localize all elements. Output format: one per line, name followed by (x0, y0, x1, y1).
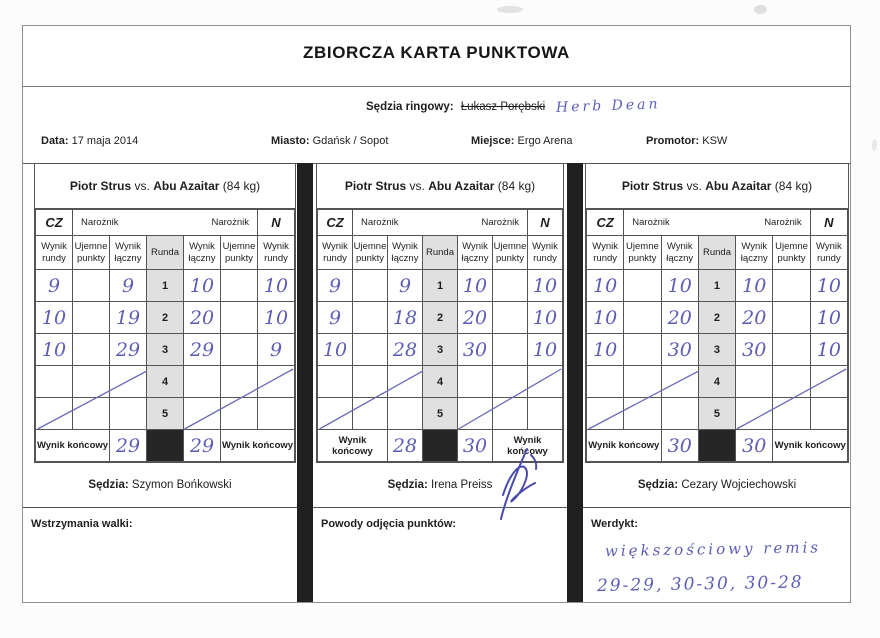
round-number-cell: 1 (698, 270, 735, 302)
final-score-left: 30 (661, 430, 698, 462)
col-header-negative-points: Ujemne punkty (221, 236, 258, 270)
col-header-total-score: Wynik łączny (736, 236, 773, 270)
scan-noise (754, 5, 767, 14)
col-header-total-score: Wynik łączny (661, 236, 698, 270)
col-header-negative-points: Ujemne punkty (624, 236, 661, 270)
fighter-right-name: Abu Azaitar (705, 179, 772, 193)
score-cell (810, 366, 847, 398)
score-cell (353, 366, 388, 398)
weight-class: (84 kg) (222, 179, 261, 193)
black-separator-bar (567, 163, 583, 602)
round-3-row (318, 334, 563, 366)
score-cell: 10 (587, 334, 624, 366)
round-5-row (36, 398, 295, 430)
corner-label-left: Narożnik (632, 217, 670, 228)
score-cell: 9 (318, 270, 353, 302)
scorecard-table (34, 163, 296, 463)
round-1-row (318, 270, 563, 302)
score-cell: 10 (528, 270, 563, 302)
black-cell (147, 430, 184, 462)
round-3-row (36, 334, 295, 366)
fighter-left-name: Piotr Strus (69, 179, 132, 193)
score-cell (773, 302, 810, 334)
score-cell: 10 (736, 270, 773, 302)
score-cell (221, 270, 258, 302)
round-1-row (587, 270, 848, 302)
score-cell (810, 398, 847, 430)
score-cell (73, 302, 110, 334)
score-cell (528, 366, 563, 398)
col-header-round: Runda (147, 236, 184, 270)
judge-scorecard (583, 163, 851, 507)
score-cell: 9 (36, 270, 73, 302)
vs-label: vs. (134, 179, 150, 193)
weight-class: (84 kg) (774, 179, 813, 193)
stoppages-box (23, 507, 297, 602)
score-cell (353, 302, 388, 334)
score-cell (661, 398, 698, 430)
round-number-cell: 4 (147, 366, 184, 398)
score-cell (736, 366, 773, 398)
final-score-label: Wynik końcowy (587, 430, 662, 462)
score-cell (318, 398, 353, 430)
judge-name: Irena Preiss (431, 479, 493, 491)
final-score-left: 29 (110, 430, 147, 462)
scorecard-sheet (22, 25, 851, 603)
vs-label: vs. (686, 179, 702, 193)
round-2-row (36, 302, 295, 334)
score-cell: 10 (587, 302, 624, 334)
round-2-row (318, 302, 563, 334)
score-cell (73, 398, 110, 430)
round-number-cell: 4 (698, 366, 735, 398)
corner-labels-cell (353, 210, 528, 236)
score-cell (184, 398, 221, 430)
score-cell (353, 398, 388, 430)
judge-name-row (313, 463, 567, 507)
round-5-row (587, 398, 848, 430)
page-title: ZBIORCZA KARTA PUNKTOWA (303, 43, 570, 62)
score-cell: 10 (258, 302, 295, 334)
round-number-cell: 5 (698, 398, 735, 430)
scan-noise (497, 6, 523, 13)
score-cell (221, 302, 258, 334)
round-5-row (318, 398, 563, 430)
score-cell (73, 334, 110, 366)
score-cell (624, 302, 661, 334)
fighter-left-name: Piotr Strus (344, 179, 407, 193)
round-number-cell: 1 (147, 270, 184, 302)
final-score-label: Wynik końcowy (221, 430, 295, 462)
black-cell (423, 430, 458, 462)
score-cell (353, 334, 388, 366)
score-cell (458, 366, 493, 398)
score-cell: 29 (184, 334, 221, 366)
score-cell: 10 (661, 270, 698, 302)
score-cell: 9 (318, 302, 353, 334)
round-number-cell: 5 (147, 398, 184, 430)
score-cell (528, 398, 563, 430)
score-cell: 10 (36, 302, 73, 334)
col-header-round-score: Wynik rundy (36, 236, 73, 270)
round-4-row (36, 366, 295, 398)
score-cell (493, 270, 528, 302)
judge-scorecard (23, 163, 297, 507)
fight-title (35, 164, 295, 209)
corner-labels-cell (73, 210, 258, 236)
round-number-cell: 2 (147, 302, 184, 334)
corner-label-right: Narożnik (211, 217, 249, 228)
ring-judge-line (366, 98, 661, 114)
round-number-cell: 3 (147, 334, 184, 366)
score-cell (624, 366, 661, 398)
col-header-total-score: Wynik łączny (458, 236, 493, 270)
verdict-box (583, 507, 850, 602)
event-date: Data: 17 maja 2014 (41, 135, 139, 147)
final-score-label: Wynik końcowy (773, 430, 848, 462)
score-cell (587, 366, 624, 398)
score-cell (221, 366, 258, 398)
score-cell (493, 366, 528, 398)
score-cell: 10 (528, 334, 563, 366)
score-cell (587, 398, 624, 430)
final-score-right: 29 (184, 430, 221, 462)
score-cell (258, 398, 295, 430)
score-cell (36, 398, 73, 430)
verdict-handwritten-scores: 29-29, 30-30, 30-28 (596, 572, 804, 597)
round-number-cell: 1 (423, 270, 458, 302)
score-cell (318, 366, 353, 398)
final-score-label: Wynik końcowy (318, 430, 388, 462)
score-cell (458, 398, 493, 430)
final-score-label: Wynik końcowy (493, 430, 563, 462)
col-header-total-score: Wynik łączny (184, 236, 221, 270)
score-cell: 9 (258, 334, 295, 366)
judge-name: Cezary Wojciechowski (681, 479, 797, 491)
divider (23, 86, 850, 87)
judge-name: Szymon Bońkowski (131, 479, 232, 491)
score-cell (258, 366, 295, 398)
score-cell (661, 366, 698, 398)
judge-name-row (23, 463, 297, 507)
fighter-right-name: Abu Azaitar (153, 179, 220, 193)
score-cell (773, 366, 810, 398)
score-cell (624, 270, 661, 302)
score-cell: 10 (810, 334, 847, 366)
verdict-handwritten-text: większościowy remis (604, 538, 822, 561)
score-cell: 10 (458, 270, 493, 302)
black-separator-bar (297, 163, 313, 602)
score-cell (221, 334, 258, 366)
event-venue: Miejsce: Ergo Arena (471, 135, 573, 147)
col-header-round-score: Wynik rundy (810, 236, 847, 270)
final-score-row (587, 430, 848, 462)
round-4-row (587, 366, 848, 398)
score-cell: 20 (184, 302, 221, 334)
score-cell: 30 (661, 334, 698, 366)
score-cell: 10 (184, 270, 221, 302)
score-cell: 9 (110, 270, 147, 302)
score-cell (353, 270, 388, 302)
score-cell: 10 (810, 302, 847, 334)
corner-label-right: Narożnik (481, 217, 519, 228)
score-cell (73, 270, 110, 302)
corner-label-left: Narożnik (81, 217, 119, 228)
score-cell (73, 366, 110, 398)
score-cell: 19 (110, 302, 147, 334)
col-header-round-score: Wynik rundy (587, 236, 624, 270)
final-score-row (36, 430, 295, 462)
judge-scorecard (313, 163, 567, 507)
score-cell (493, 398, 528, 430)
score-cell: 30 (736, 334, 773, 366)
round-number-cell: 5 (423, 398, 458, 430)
col-header-round: Runda (698, 236, 735, 270)
col-header-round: Runda (423, 236, 458, 270)
final-score-right: 30 (458, 430, 493, 462)
score-cell: 10 (36, 334, 73, 366)
score-cell: 29 (110, 334, 147, 366)
score-cell: 9 (388, 270, 423, 302)
score-cell: 20 (661, 302, 698, 334)
col-header-round-score: Wynik rundy (528, 236, 563, 270)
score-cell (773, 398, 810, 430)
final-score-right: 30 (736, 430, 773, 462)
judge-label: Sędzia: (88, 479, 129, 491)
judge-label: Sędzia: (387, 479, 428, 491)
score-cell (388, 366, 423, 398)
event-city: Miasto: Gdańsk / Sopot (271, 135, 389, 147)
round-4-row (318, 366, 563, 398)
col-header-negative-points: Ujemne punkty (353, 236, 388, 270)
col-header-negative-points: Ujemne punkty (73, 236, 110, 270)
round-2-row (587, 302, 848, 334)
scan-noise (872, 139, 877, 151)
score-cell (773, 270, 810, 302)
final-score-left: 28 (388, 430, 423, 462)
score-cell: 30 (458, 334, 493, 366)
ring-judge-label: Sędzia ringowy: (366, 101, 454, 113)
corner-label-right: Narożnik (764, 217, 802, 228)
col-header-negative-points: Ujemne punkty (493, 236, 528, 270)
score-cell: 10 (318, 334, 353, 366)
col-header-round-score: Wynik rundy (258, 236, 295, 270)
score-cell: 28 (388, 334, 423, 366)
col-header-round-score: Wynik rundy (318, 236, 353, 270)
scorecard-table (585, 163, 849, 463)
corner-code-left: CZ (318, 210, 353, 236)
score-cell (493, 334, 528, 366)
ring-judge-crossed-out-name: Łukasz Porębski (460, 101, 546, 113)
final-score-label: Wynik końcowy (36, 430, 110, 462)
round-number-cell: 2 (698, 302, 735, 334)
score-cell (493, 302, 528, 334)
score-cell (184, 366, 221, 398)
score-cell (36, 366, 73, 398)
col-header-total-score: Wynik łączny (110, 236, 147, 270)
corner-code-right: N (258, 210, 295, 236)
judge-name-row (583, 463, 851, 507)
corner-code-right: N (528, 210, 563, 236)
stoppages-label: Wstrzymania walki: (31, 518, 133, 530)
round-1-row (36, 270, 295, 302)
verdict-label: Werdykt: (591, 518, 638, 530)
score-cell (388, 398, 423, 430)
round-3-row (587, 334, 848, 366)
corner-label-left: Narożnik (361, 217, 399, 228)
score-cell (736, 398, 773, 430)
corner-code-left: CZ (36, 210, 73, 236)
score-cell: 18 (388, 302, 423, 334)
score-cell: 10 (258, 270, 295, 302)
score-cell: 10 (528, 302, 563, 334)
scorecard-table (316, 163, 564, 463)
score-cell (773, 334, 810, 366)
round-number-cell: 4 (423, 366, 458, 398)
judge-signature (495, 445, 541, 523)
col-header-negative-points: Ujemne punkty (773, 236, 810, 270)
fight-title (317, 164, 563, 209)
corner-labels-cell (624, 210, 810, 236)
score-cell: 10 (810, 270, 847, 302)
score-cell (221, 398, 258, 430)
weight-class: (84 kg) (497, 179, 536, 193)
score-cell: 20 (736, 302, 773, 334)
round-number-cell: 2 (423, 302, 458, 334)
round-number-cell: 3 (698, 334, 735, 366)
score-cell (110, 398, 147, 430)
score-cell (624, 398, 661, 430)
score-cell: 10 (587, 270, 624, 302)
fighter-right-name: Abu Azaitar (428, 179, 495, 193)
score-cell (110, 366, 147, 398)
fighter-left-name: Piotr Strus (621, 179, 684, 193)
ring-judge-handwritten-name: Herb Dean (556, 96, 662, 116)
score-cell: 20 (458, 302, 493, 334)
round-number-cell: 3 (423, 334, 458, 366)
fight-title (586, 164, 848, 209)
event-promoter: Promotor: KSW (646, 135, 728, 147)
col-header-total-score: Wynik łączny (388, 236, 423, 270)
black-cell (698, 430, 735, 462)
deductions-label: Powody odjęcia punktów: (321, 518, 457, 530)
corner-code-left: CZ (587, 210, 624, 236)
corner-code-right: N (810, 210, 847, 236)
score-cell (624, 334, 661, 366)
vs-label: vs. (409, 179, 425, 193)
judge-label: Sędzia: (637, 479, 679, 491)
